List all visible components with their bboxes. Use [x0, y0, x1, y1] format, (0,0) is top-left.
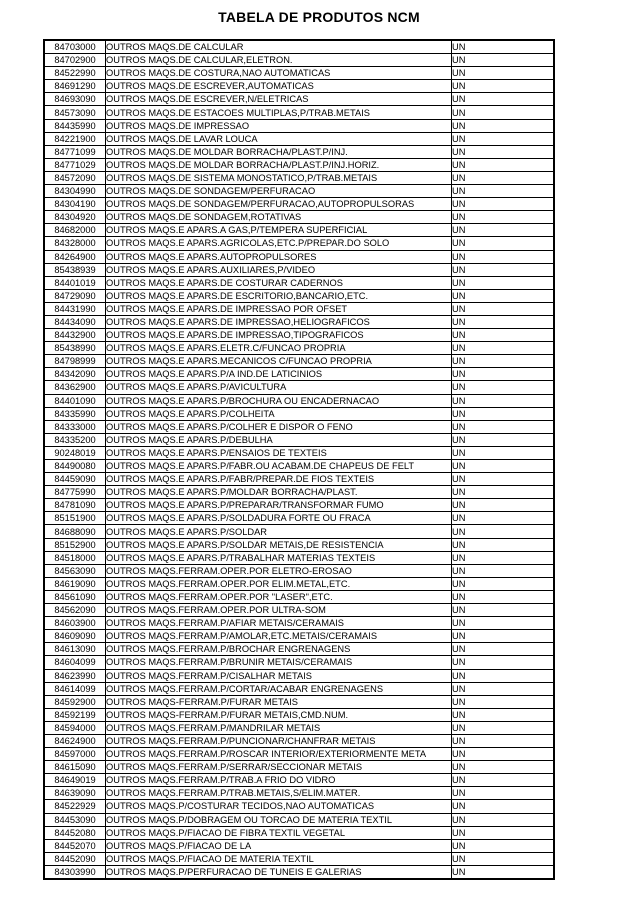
unit-cell: UN [452, 276, 555, 289]
ncm-code-cell: 84688090 [44, 525, 106, 538]
product-description-cell: OUTROS MAQS.E APARS.AUTOPROPULSORES [106, 250, 452, 263]
unit-cell: UN [452, 302, 555, 315]
product-description-cell: OUTROS MAQS.DE IMPRESSAO [106, 119, 452, 132]
table-row [44, 604, 554, 617]
ncm-code-cell: 84304990 [44, 185, 106, 198]
ncm-table-body [44, 40, 554, 879]
product-description-cell: OUTROS MAQS.FERRAM.P/TRAB.METAIS,S/ELIM.MATER. [106, 787, 452, 800]
product-description-cell: OUTROS MAQS.DE ESCREVER,N/ELETRICAS [106, 93, 452, 106]
table-row [44, 656, 554, 669]
unit-cell: UN [452, 119, 555, 132]
product-description-cell: OUTROS MAQS.FERRAM.OPER.POR "LASER",ETC. [106, 590, 452, 603]
ncm-code-cell: 84592900 [44, 695, 106, 708]
table-row [44, 433, 554, 446]
unit-cell: UN [452, 158, 555, 171]
unit-cell: UN [452, 839, 555, 852]
unit-cell: UN [452, 460, 555, 473]
product-description-cell: OUTROS MAQS.E APARS.A GAS,P/TEMPERA SUPERFICIAL [106, 224, 452, 237]
table-row [44, 171, 554, 184]
table-row [44, 106, 554, 119]
unit-cell: UN [452, 512, 555, 525]
ncm-code-cell: 84572090 [44, 171, 106, 184]
product-description-cell: OUTROS MAQS.E APARS.P/AVICULTURA [106, 381, 452, 394]
table-row [44, 774, 554, 787]
table-row [44, 486, 554, 499]
product-description-cell: OUTROS MAQS.FERRAM.P/BROCHAR ENGRENAGENS [106, 643, 452, 656]
table-row [44, 499, 554, 512]
table-row [44, 761, 554, 774]
ncm-code-cell: 84798999 [44, 355, 106, 368]
unit-cell: UN [452, 551, 555, 564]
product-description-cell: OUTROS MAQS.E APARS.MECANICOS C/FUNCAO PROPRIA [106, 355, 452, 368]
unit-cell: UN [452, 865, 555, 879]
unit-cell: UN [452, 80, 555, 93]
product-description-cell: OUTROS MAQS.DE SONDAGEM/PERFURACAO [106, 185, 452, 198]
table-row [44, 787, 554, 800]
product-description-cell: OUTROS MAQS.DE SONDAGEM,ROTATIVAS [106, 211, 452, 224]
product-description-cell: OUTROS MAQS.DE ESTACOES MULTIPLAS,P/TRAB.METAIS [106, 106, 452, 119]
unit-cell: UN [452, 329, 555, 342]
product-description-cell: OUTROS MAQS.DE SISTEMA MONOSTATICO,P/TRAB.METAIS [106, 171, 452, 184]
unit-cell: UN [452, 93, 555, 106]
product-description-cell: OUTROS MAQS.DE CALCULAR [106, 40, 452, 54]
table-row [44, 577, 554, 590]
product-description-cell: OUTROS MAQS.P/FIACAO DE LA [106, 839, 452, 852]
ncm-code-cell: 84431990 [44, 302, 106, 315]
unit-cell: UN [452, 446, 555, 459]
table-row [44, 54, 554, 67]
unit-cell: UN [452, 289, 555, 302]
product-description-cell: OUTROS MAQS.FERRAM.OPER.POR ELETRO-EROSAO [106, 564, 452, 577]
product-description-cell: OUTROS MAQS.FERRAM.P/CORTAR/ACABAR ENGRENAGENS [106, 682, 452, 695]
table-row [44, 407, 554, 420]
ncm-products-table [43, 39, 555, 880]
ncm-code-cell: 84328000 [44, 237, 106, 250]
unit-cell: UN [452, 263, 555, 276]
unit-cell: UN [452, 852, 555, 865]
unit-cell: UN [452, 368, 555, 381]
unit-cell: UN [452, 145, 555, 158]
table-row [44, 250, 554, 263]
table-row [44, 381, 554, 394]
table-row [44, 525, 554, 538]
product-description-cell: OUTROS MAQS.FERRAM.P/AFIAR METAIS/CERAMAIS [106, 617, 452, 630]
product-description-cell: OUTROS MAQS.E APARS.DE ESCRITORIO,BANCARIO,ETC. [106, 289, 452, 302]
unit-cell: UN [452, 40, 555, 54]
product-description-cell: OUTROS MAQS.E APARS.DE IMPRESSAO,TIPOGRAFICOS [106, 329, 452, 342]
ncm-code-cell: 84781090 [44, 499, 106, 512]
ncm-code-cell: 84771099 [44, 145, 106, 158]
product-description-cell: OUTROS MAQS-FERRAM.P/FURAR METAIS [106, 695, 452, 708]
product-description-cell: OUTROS MAQS.DE LAVAR LOUCA [106, 132, 452, 145]
ncm-code-cell: 84453090 [44, 813, 106, 826]
unit-cell: UN [452, 394, 555, 407]
table-row [44, 708, 554, 721]
unit-cell: UN [452, 250, 555, 263]
ncm-code-cell: 84682000 [44, 224, 106, 237]
ncm-code-cell: 85152900 [44, 538, 106, 551]
unit-cell: UN [452, 499, 555, 512]
product-description-cell: OUTROS MAQS.P/FIACAO DE MATERIA TEXTIL [106, 852, 452, 865]
unit-cell: UN [452, 211, 555, 224]
product-description-cell: OUTROS MAQS.FERRAM.P/PUNCIONAR/CHANFRAR METAIS [106, 734, 452, 747]
ncm-code-cell: 84693090 [44, 93, 106, 106]
table-row [44, 460, 554, 473]
ncm-code-cell: 84604099 [44, 656, 106, 669]
product-description-cell: OUTROS MAQS.P/FIACAO DE FIBRA TEXTIL VEGETAL [106, 826, 452, 839]
product-description-cell: OUTROS MAQS.E APARS.P/MOLDAR BORRACHA/PLAST. [106, 486, 452, 499]
ncm-code-cell: 84603900 [44, 617, 106, 630]
ncm-code-cell: 84522929 [44, 800, 106, 813]
product-description-cell: OUTROS MAQS.E APARS.P/ENSAIOS DE TEXTEIS [106, 446, 452, 459]
ncm-code-cell: 84264900 [44, 250, 106, 263]
table-row [44, 446, 554, 459]
ncm-code-cell: 84452080 [44, 826, 106, 839]
unit-cell: UN [452, 407, 555, 420]
table-row [44, 329, 554, 342]
ncm-code-cell: 84432900 [44, 329, 106, 342]
unit-cell: UN [452, 106, 555, 119]
product-description-cell: OUTROS MAQS.E APARS.DE COSTURAR CADERNOS [106, 276, 452, 289]
unit-cell: UN [452, 643, 555, 656]
table-row [44, 826, 554, 839]
table-row [44, 852, 554, 865]
ncm-code-cell: 84649019 [44, 774, 106, 787]
table-row [44, 67, 554, 80]
ncm-code-cell: 84303990 [44, 865, 106, 879]
ncm-code-cell: 84609090 [44, 630, 106, 643]
product-description-cell: OUTROS MAQS.DE COSTURA,NAO AUTOMATICAS [106, 67, 452, 80]
ncm-code-cell: 84304190 [44, 198, 106, 211]
table-row [44, 564, 554, 577]
unit-cell: UN [452, 787, 555, 800]
table-row [44, 420, 554, 433]
unit-cell: UN [452, 617, 555, 630]
unit-cell: UN [452, 800, 555, 813]
table-row [44, 839, 554, 852]
product-description-cell: OUTROS MAQS.E APARS.P/SOLDAR METAIS,DE RESISTENCIA [106, 538, 452, 551]
product-description-cell: OUTROS MAQS.E APARS.P/COLHER E DISPOR O FENO [106, 420, 452, 433]
ncm-code-cell: 84459090 [44, 473, 106, 486]
unit-cell: UN [452, 708, 555, 721]
unit-cell: UN [452, 171, 555, 184]
table-row [44, 643, 554, 656]
unit-cell: UN [452, 315, 555, 328]
unit-cell: UN [452, 132, 555, 145]
product-description-cell: OUTROS MAQS.DE CALCULAR,ELETRON. [106, 54, 452, 67]
product-description-cell: OUTROS MAQS-FERRAM.P/FURAR METAIS,CMD.NUM. [106, 708, 452, 721]
unit-cell: UN [452, 656, 555, 669]
product-description-cell: OUTROS MAQS.E APARS.P/DEBULHA [106, 433, 452, 446]
ncm-code-cell: 84771029 [44, 158, 106, 171]
table-row [44, 865, 554, 879]
table-row [44, 263, 554, 276]
product-description-cell: OUTROS MAQS.FERRAM.P/TRAB.A FRIO DO VIDRO [106, 774, 452, 787]
unit-cell: UN [452, 224, 555, 237]
ncm-code-cell: 84333000 [44, 420, 106, 433]
product-description-cell: OUTROS MAQS.E APARS.P/BROCHURA OU ENCADERNACAO [106, 394, 452, 407]
unit-cell: UN [452, 473, 555, 486]
unit-cell: UN [452, 695, 555, 708]
product-description-cell: OUTROS MAQS.FERRAM.P/CISALHAR METAIS [106, 669, 452, 682]
product-description-cell: OUTROS MAQS.FERRAM.P/ROSCAR INTERIOR/EXTERIORMENTE META [106, 748, 452, 761]
table-row [44, 721, 554, 734]
table-row [44, 211, 554, 224]
table-row [44, 590, 554, 603]
product-description-cell: OUTROS MAQS.E APARS.P/COLHEITA [106, 407, 452, 420]
product-description-cell: OUTROS MAQS.FERRAM.OPER.POR ELIM.METAL,ETC. [106, 577, 452, 590]
ncm-code-cell: 84362900 [44, 381, 106, 394]
ncm-code-cell: 84562090 [44, 604, 106, 617]
table-row [44, 813, 554, 826]
table-row [44, 538, 554, 551]
product-description-cell: OUTROS MAQS.E APARS.ELETR.C/FUNCAO PROPRIA [106, 342, 452, 355]
ncm-code-cell: 84619090 [44, 577, 106, 590]
ncm-code-cell: 84775990 [44, 486, 106, 499]
unit-cell: UN [452, 748, 555, 761]
ncm-code-cell: 85438939 [44, 263, 106, 276]
product-description-cell: OUTROS MAQS.E APARS.P/FABR/PREPAR.DE FIOS TEXTEIS [106, 473, 452, 486]
ncm-code-cell: 84594000 [44, 721, 106, 734]
product-description-cell: OUTROS MAQS.E APARS.P/SOLDADURA FORTE OU FRACA [106, 512, 452, 525]
unit-cell: UN [452, 381, 555, 394]
unit-cell: UN [452, 813, 555, 826]
unit-cell: UN [452, 590, 555, 603]
unit-cell: UN [452, 721, 555, 734]
product-description-cell: OUTROS MAQS.E APARS.P/FABR.OU ACABAM.DE CHAPEUS DE FELT [106, 460, 452, 473]
product-description-cell: OUTROS MAQS.DE MOLDAR BORRACHA/PLAST.P/INJ.HORIZ. [106, 158, 452, 171]
product-description-cell: OUTROS MAQS.FERRAM.P/AMOLAR,ETC.METAIS/CERAMAIS [106, 630, 452, 643]
product-description-cell: OUTROS MAQS.DE SONDAGEM/PERFURACAO,AUTOPROPULSORAS [106, 198, 452, 211]
table-row [44, 315, 554, 328]
table-row [44, 276, 554, 289]
unit-cell: UN [452, 355, 555, 368]
ncm-code-cell: 84490080 [44, 460, 106, 473]
ncm-code-cell: 84335200 [44, 433, 106, 446]
unit-cell: UN [452, 420, 555, 433]
ncm-code-cell: 84561090 [44, 590, 106, 603]
ncm-code-cell: 84623990 [44, 669, 106, 682]
table-row [44, 630, 554, 643]
ncm-code-cell: 84401090 [44, 394, 106, 407]
ncm-code-cell: 84592199 [44, 708, 106, 721]
product-description-cell: OUTROS MAQS.DE ESCREVER,AUTOMATICAS [106, 80, 452, 93]
table-row [44, 748, 554, 761]
ncm-code-cell: 84624900 [44, 734, 106, 747]
unit-cell: UN [452, 54, 555, 67]
product-description-cell: OUTROS MAQS.E APARS.P/TRABALHAR MATERIAS TEXTEIS [106, 551, 452, 564]
table-row [44, 289, 554, 302]
ncm-code-cell: 84613090 [44, 643, 106, 656]
ncm-code-cell: 90248019 [44, 446, 106, 459]
unit-cell: UN [452, 682, 555, 695]
ncm-code-cell: 84597000 [44, 748, 106, 761]
table-row [44, 368, 554, 381]
table-row [44, 669, 554, 682]
unit-cell: UN [452, 342, 555, 355]
product-description-cell: OUTROS MAQS.E APARS.P/SOLDAR [106, 525, 452, 538]
table-row [44, 512, 554, 525]
table-row [44, 93, 554, 106]
ncm-code-cell: 84452090 [44, 852, 106, 865]
unit-cell: UN [452, 67, 555, 80]
ncm-code-cell: 84703000 [44, 40, 106, 54]
table-row [44, 40, 554, 54]
unit-cell: UN [452, 734, 555, 747]
unit-cell: UN [452, 433, 555, 446]
ncm-code-cell: 84518000 [44, 551, 106, 564]
ncm-code-cell: 84435990 [44, 119, 106, 132]
unit-cell: UN [452, 198, 555, 211]
unit-cell: UN [452, 486, 555, 499]
table-row [44, 695, 554, 708]
product-description-cell: OUTROS MAQS.P/COSTURAR TECIDOS,NAO AUTOMATICAS [106, 800, 452, 813]
product-description-cell: OUTROS MAQS.E APARS.AGRICOLAS,ETC.P/PREPAR.DO SOLO [106, 237, 452, 250]
unit-cell: UN [452, 564, 555, 577]
table-row [44, 185, 554, 198]
unit-cell: UN [452, 604, 555, 617]
unit-cell: UN [452, 761, 555, 774]
product-description-cell: OUTROS MAQS.P/DOBRAGEM OU TORCAO DE MATERIA TEXTIL [106, 813, 452, 826]
ncm-code-cell: 84342090 [44, 368, 106, 381]
ncm-code-cell: 84522990 [44, 67, 106, 80]
table-row [44, 473, 554, 486]
table-row [44, 198, 554, 211]
unit-cell: UN [452, 630, 555, 643]
ncm-code-cell: 84573090 [44, 106, 106, 119]
page-title: TABELA DE PRODUTOS NCM [218, 9, 420, 25]
table-row [44, 119, 554, 132]
product-description-cell: OUTROS MAQS.E APARS.DE IMPRESSAO POR OFSET [106, 302, 452, 315]
ncm-code-cell: 84614099 [44, 682, 106, 695]
ncm-code-cell: 84434090 [44, 315, 106, 328]
ncm-code-cell: 84702900 [44, 54, 106, 67]
table-row [44, 355, 554, 368]
ncm-code-cell: 85438990 [44, 342, 106, 355]
ncm-code-cell: 85151900 [44, 512, 106, 525]
product-description-cell: OUTROS MAQS.DE MOLDAR BORRACHA/PLAST.P/INJ. [106, 145, 452, 158]
product-description-cell: OUTROS MAQS.FERRAM.OPER.POR ULTRA-SOM [106, 604, 452, 617]
ncm-code-cell: 84221900 [44, 132, 106, 145]
ncm-code-cell: 84401019 [44, 276, 106, 289]
table-row [44, 80, 554, 93]
unit-cell: UN [452, 826, 555, 839]
table-row [44, 734, 554, 747]
unit-cell: UN [452, 237, 555, 250]
table-row [44, 394, 554, 407]
table-row [44, 302, 554, 315]
table-row [44, 145, 554, 158]
table-row [44, 342, 554, 355]
ncm-code-cell: 84335990 [44, 407, 106, 420]
unit-cell: UN [452, 525, 555, 538]
ncm-code-cell: 84729090 [44, 289, 106, 302]
unit-cell: UN [452, 669, 555, 682]
unit-cell: UN [452, 774, 555, 787]
product-description-cell: OUTROS MAQS.FERRAM.P/MANDRILAR METAIS [106, 721, 452, 734]
table-row [44, 682, 554, 695]
table-row [44, 617, 554, 630]
product-description-cell: OUTROS MAQS.FERRAM.P/SERRAR/SECCIONAR METAIS [106, 761, 452, 774]
ncm-code-cell: 84452070 [44, 839, 106, 852]
table-row [44, 132, 554, 145]
product-description-cell: OUTROS MAQS.FERRAM.P/BRUNIR METAIS/CERAMAIS [106, 656, 452, 669]
unit-cell: UN [452, 577, 555, 590]
product-description-cell: OUTROS MAQS.P/PERFURACAO DE TUNEIS E GALERIAS [106, 865, 452, 879]
product-description-cell: OUTROS MAQS.E APARS.AUXILIARES,P/VIDEO [106, 263, 452, 276]
product-description-cell: OUTROS MAQS.E APARS.P/A IND.DE LATICINIOS [106, 368, 452, 381]
product-description-cell: OUTROS MAQS.E APARS.DE IMPRESSAO,HELIOGRAFICOS [106, 315, 452, 328]
table-row [44, 224, 554, 237]
product-description-cell: OUTROS MAQS.E APARS.P/PREPARAR/TRANSFORMAR FUMO [106, 499, 452, 512]
unit-cell: UN [452, 185, 555, 198]
ncm-code-cell: 84563090 [44, 564, 106, 577]
ncm-code-cell: 84304920 [44, 211, 106, 224]
table-row [44, 800, 554, 813]
ncm-code-cell: 84615090 [44, 761, 106, 774]
ncm-code-cell: 84639090 [44, 787, 106, 800]
table-row [44, 158, 554, 171]
table-row [44, 237, 554, 250]
ncm-code-cell: 84691290 [44, 80, 106, 93]
table-row [44, 551, 554, 564]
unit-cell: UN [452, 538, 555, 551]
